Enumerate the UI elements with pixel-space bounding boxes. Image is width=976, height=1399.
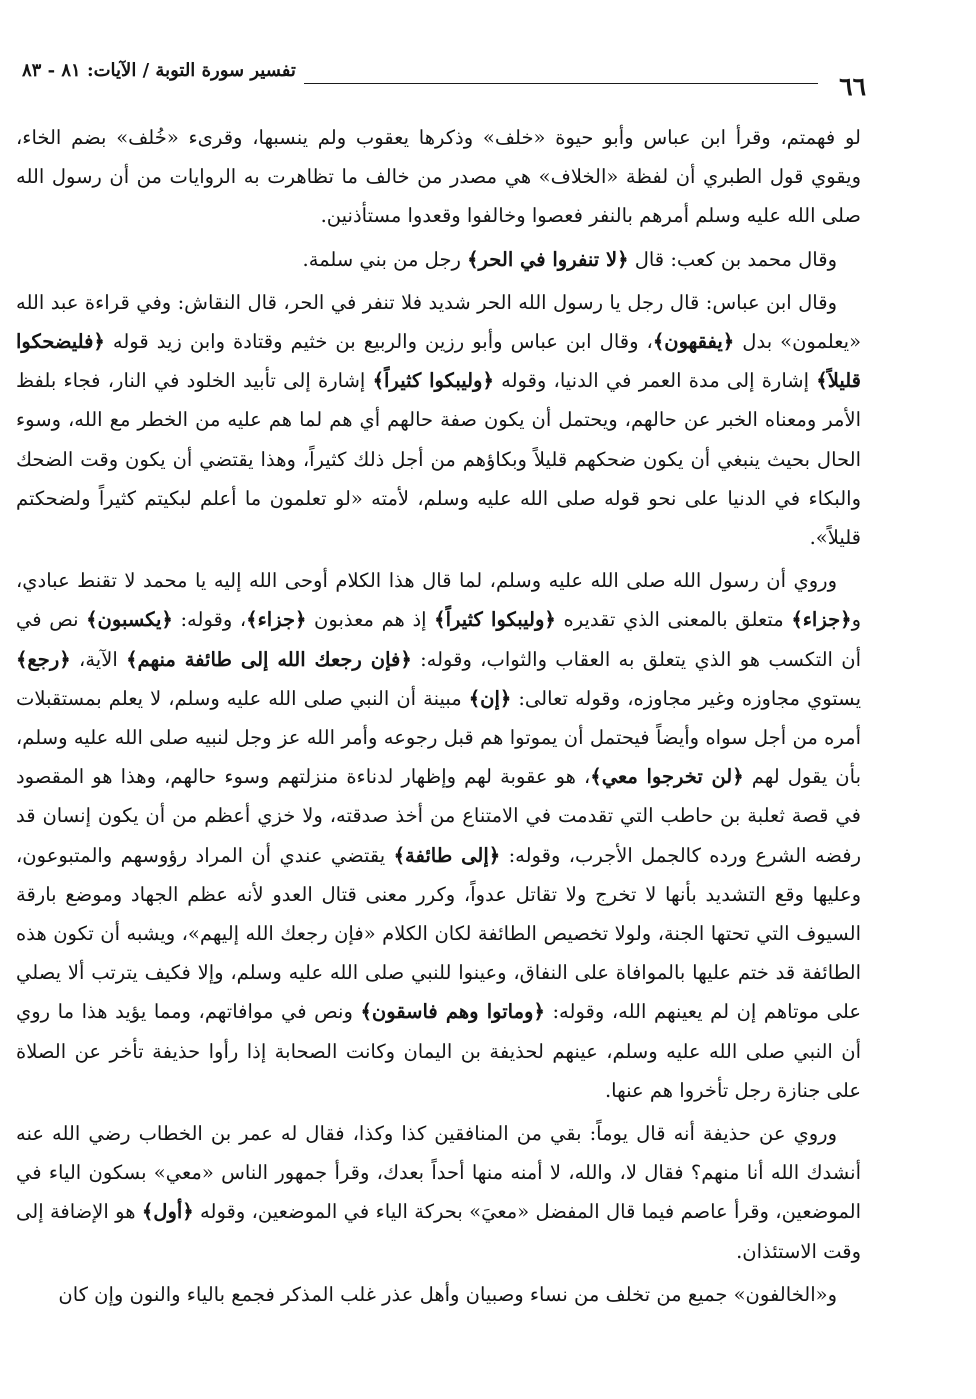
quran-citation: ﴿وماتوا وهم فاسقون﴾ [360,1000,545,1024]
quran-citation: ﴿وليبكوا كثيراً﴾ [372,369,494,393]
body-text [16,118,861,1314]
paragraph-3: وقال ابن عباس: قال رجل يا رسول الله الحر شديد فلا تنفر في الحر، قال النقاش: وفي قراءة عبد الله «يعلمون» بدل ﴿يفقهون﴾، وقال ابن عباس وأبو رزين والربيع بن خثيم وقتادة وابن زيد قوله ﴿فليضحكوا قليلاً﴾ إشارة إلى مدة العمر في الدنيا، وقوله ﴿وليبكوا كثيراً﴾ إشارة إلى تأبيد الخلود في النار، فجاء بلفظ الأمر ومعناه الخبر عن حالهم، ويحتمل أن يكون صفة حالهم أي هم لما هم عليه من الخطر مع الله، وسوء الحال بحيث ينبغي أن يكون ضحكهم قليلاً وبكاؤهم من أجل ذلك كثيراً، وهذا يقتضي أن يكون وقت الضحك والبكاء في الدنيا على نحو قوله صلى الله عليه وسلم، لأمته «لو تعلمون ما أعلم لبكيتم كثيراً ولضحكتم قليلاً». [16,290,862,550]
quran-citation: ﴿فليضحكوا قليلاً﴾ [16,330,862,393]
paragraph-6: و«الخالفون» جميع من تخلف من نساء وصبيان وأهل عذر غلب المذكر فجمع بالياء والنون وإن كان [58,1282,837,1306]
page-number: ٦٦ [839,72,866,101]
quran-citation: ﴿إن﴾ [468,686,512,710]
paragraph-1: لو فهمتم، وقرأ ابن عباس وأبو حيوة «خلف» وذكرها يعقوب ولم ينسبها، وقرىء «خُلف» بضم الخاء، ويقوي قول الطبري أن لفظة «الخلاف» هي مصدر من خالف ما تظاهرت به الروايات من أن رسول الله صلى الله عليه وسلم أمرهم بالنفر فعصوا وخالفوا وقعدوا مستأذنين. [16,126,861,228]
quran-citation: ﴿جزاء﴾ [791,608,852,632]
quran-citation: ﴿أول﴾ [141,1200,194,1224]
quran-citation: ﴿لا تنفروا في الحر﴾ [467,247,629,271]
quran-citation: ﴿يكسبون﴾ [86,608,173,632]
quran-citation: ﴿لن تخرجوا معي﴾ [590,765,744,789]
quran-citation: ﴿يفقهون﴾ [652,330,735,354]
quran-citation: ﴿فإن رجعك الله إلى طائفة منهم﴾ [126,647,412,671]
quran-citation: ﴿جزاء﴾ [246,608,307,632]
paragraph-5: وروي عن حذيفة أنه قال يوماً: بقي من المنافقين كذا وكذا، فقال له عمر بن الخطاب رضي الله عنه أنشدك الله أنا منهم؟ فقال لا، والله، لا أمنه منها أحداً بعدك، وقرأ جمهور الناس «معي» بسكون الياء في الموضعين، وقرأ عاصم فيما قال المفضل «معيَ» بحركة الياء في الموضعين، وقوله ﴿أول﴾ هو الإضافة إلى وقت الاستئذان. [16,1122,861,1263]
quran-citation: ﴿وليبكوا كثيراً﴾ [434,608,556,632]
header-rule [304,83,818,84]
quran-citation: ﴿إلى طائفة﴾ [393,843,501,867]
quran-citation: ﴿رجع﴾ [16,647,71,671]
page-header [14,58,866,101]
paragraph-4: وروي أن رسول الله صلى الله عليه وسلم، لما قال هذا الكلام أوحى الله إليه يا محمد لا تقنط عبادي، و﴿جزاء﴾ متعلق بالمعنى الذي تقديره ﴿وليبكوا كثيراً﴾ إذ هم معذبون ﴿جزاء﴾، وقوله: ﴿يكسبون﴾ نص في أن التكسب هو الذي يتعلق به العقاب والثواب، وقوله: ﴿فإن رجعك الله إلى طائفة منهم﴾ الآية، ﴿رجع﴾ يستوي مجاوزه وغير مجاوزه، وقوله تعالى: ﴿إن﴾ مبينة أن النبي صلى الله عليه وسلم، لا يعلم بمستقبلات أمره من أجل سواه وأيضاً فيحتمل أن يموتوا هم قبل رجوعه وأمر الله عز وجل لنبيه صلى الله عليه وسلم، بأن يقول لهم ﴿لن تخرجوا معي﴾، هو عقوبة لهم وإظهار لدناءة منزلتهم وسوء حالهم، وهذا هو المقصود في قصة ثعلبة بن حاطب التي تقدمت في الامتناع من أخذ صدقته، ولا خزي أعظم من أن يكون إنسان قد رفضه الشرع ورده كالجمل الأجرب، وقوله: ﴿إلى طائفة﴾ يقتضي عندي أن المراد رؤوسهم والمتبوعون، وعليها وقع التشديد بأنها لا تخرج ولا تقاتل عدواً، وكرر معنى قتال العدو لأنه عظم الجهاد وموضع بارقة السيوف التي تحتها الجنة، ولولا تخصيص الطائفة لكان الكلام «فإن رجعك الله إليهم»، ويشبه أن تكون هذه الطائفة قد ختم عليها بالموافاة على النفاق، وعينوا للنبي صلى الله عليه وسلم، وإلا فكيف يترتب ألا يصلي على موتاهم إن لم يعينهم الله، وقوله: ﴿وماتوا وهم فاسقون﴾ ونص في موافاتهم، ومما يؤيد هذا ما روي أن النبي صلى الله عليه وسلم، عينهم لحذيفة بن اليمان وكانت الصحابة إذا رأوا حذيفة تأخر عن الصلاة على جنازة رجل تأخروا هم عنها. [16,569,861,1102]
paragraph-2: وقال محمد بن كعب: قال ﴿لا تنفروا في الحر﴾ رجل من بني سلمة. [302,247,837,271]
running-title: تفسير سورة التوبة / الآيات: ٨١ - ٨٣ [22,60,296,81]
